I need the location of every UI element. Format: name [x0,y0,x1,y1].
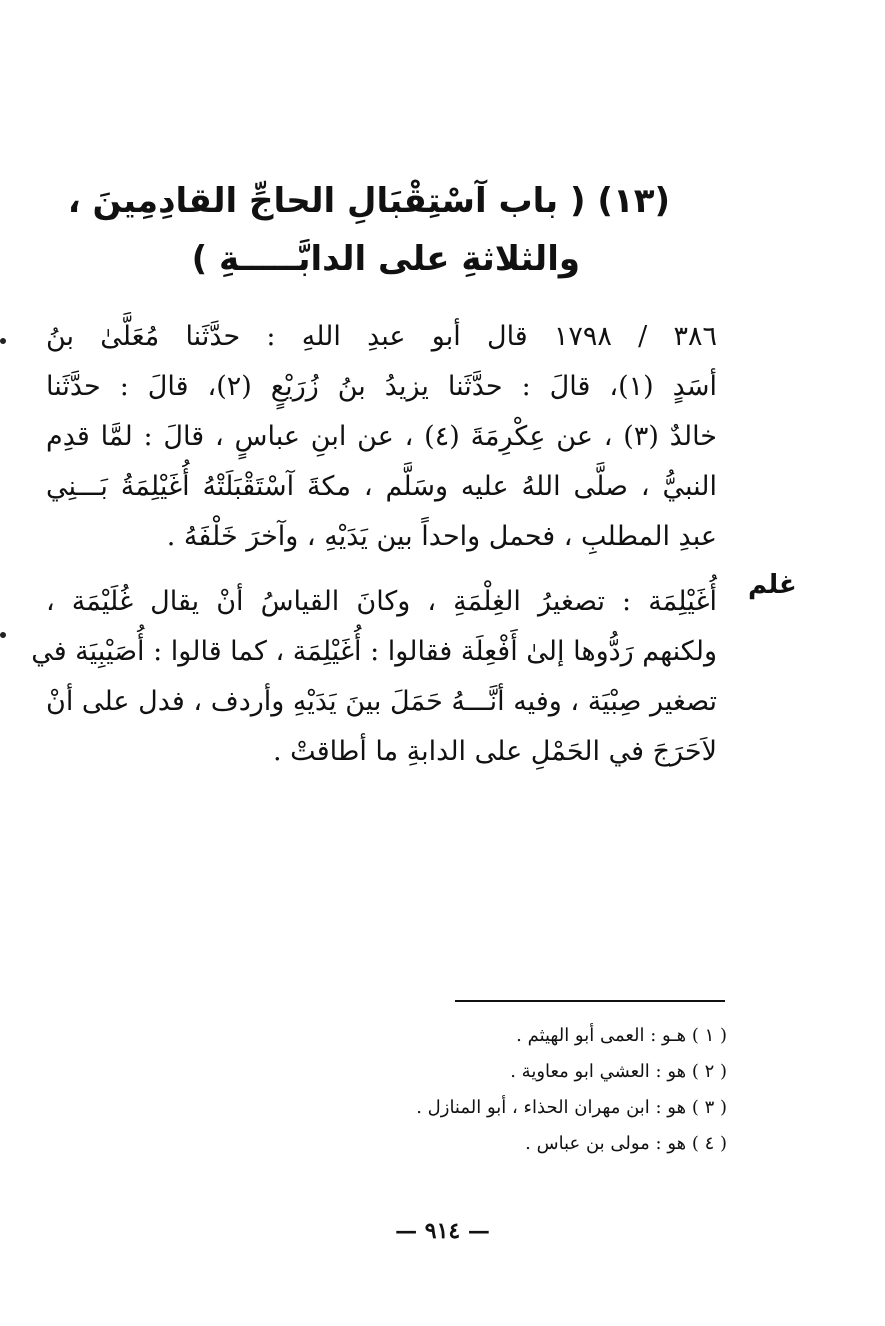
gloss-line: تصغير صِبْيَة ، وفيه أنَّـــهُ حَمَلَ بينَ يَدَيْهِ وأردف ، فدل على أنْ [46,686,717,717]
footnote: ( ١ ) هـو : العمى أبو الهيثم . [516,1025,727,1046]
gloss-line: ولكنهم رَدُّوها إلىٰ أَفْعِلَة فقالوا : أُغَيْلِمَة ، كما قالوا : أُصَيْبِيَة في [31,636,717,667]
margin-keyword: غلم [748,570,797,600]
footnote: ( ٣ ) هو : ابن مهران الحذاء ، أبو المنازل . [416,1097,727,1118]
page-number: — ٩١٤ — [395,1218,490,1244]
chapter-heading [67,172,670,288]
hadith-line: ٣٨٦ / ١٧٩٨ قال أبو عبدِ اللهِ : حدَّثَنا مُعَلَّىٰ بنُ [46,321,717,352]
margin-dot [0,632,6,638]
footnote: ( ٢ ) هو : العشي ابو معاوية . [510,1061,727,1082]
hadith-line: خالدٌ (٣) ، عن عِكْرِمَةَ (٤) ، عن ابنِ عباسٍ ، قالَ : لمَّا قدِم [46,421,717,452]
gloss-line: لاَحَرَجَ في الحَمْلِ على الدابةِ ما أطاقتْ . [273,736,717,767]
footnotes [300,1018,727,1162]
gloss-line: أُغَيْلِمَة : تصغيرُ الغِلْمَةِ ، وكانَ القياسُ أنْ يقال غُلَيْمَة ، [46,586,717,617]
margin-dot [0,338,6,344]
chapter-heading-line-2: والثلاثةِ على الدابَّـــــةِ ) [191,239,580,279]
hadith-line: عبدِ المطلبِ ، فحمل واحداً بين يَدَيْهِ ، وآخرَ خَلْفَهُ . [166,521,717,552]
gloss-paragraph [31,577,717,777]
hadith-line: النبيُّ ، صلَّى اللهُ عليه وسَلَّم ، مكةَ آسْتَقْبَلَتْهُ أُغَيْلِمَةُ بَـــنِي [46,471,717,502]
footnote: ( ٤ ) هو : مولى بن عباس . [525,1133,727,1154]
chapter-heading-line-1: (١٣) ( باب آسْتِقْبَالِ الحاجِّ القادِمِينَ ، [67,181,670,221]
hadith-line: أسَدٍ (١)، قالَ : حدَّثَنا يزيدُ بنُ زُرَيْعٍ (٢)، قالَ : حدَّثَنا [46,371,717,402]
main-text [31,312,717,777]
hadith-paragraph [46,312,717,562]
footnote-separator [455,1000,725,1002]
